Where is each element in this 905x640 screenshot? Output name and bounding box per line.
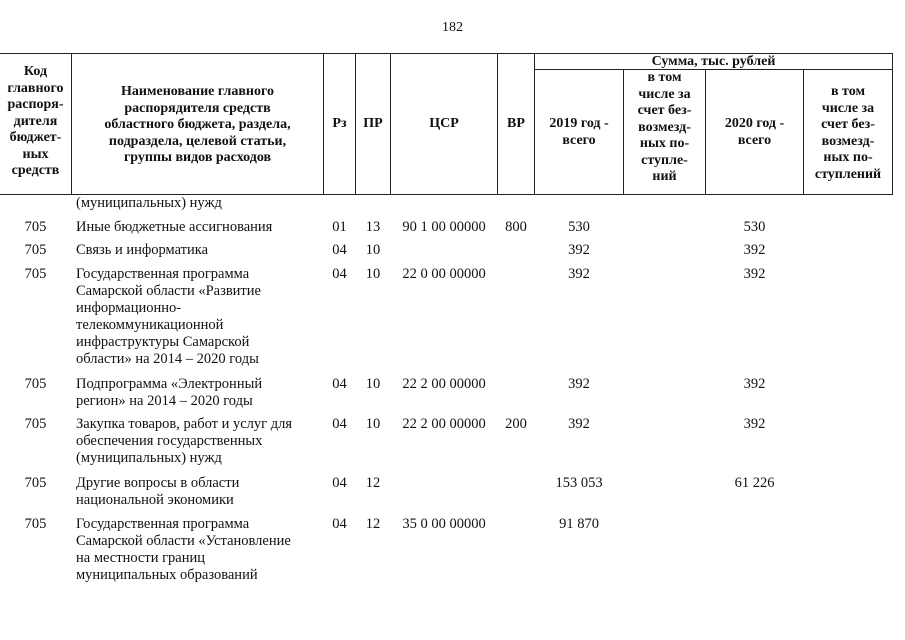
row-pr: 13 — [365, 219, 381, 235]
row-rz: 04 — [332, 266, 347, 282]
header-vr: ВР — [507, 116, 525, 131]
continuation-text: (муниципальных) нужд — [76, 195, 222, 211]
header-csr: ЦСР — [429, 116, 459, 131]
row-vr: 800 — [505, 219, 527, 235]
page-number: 182 — [442, 20, 463, 35]
row-name: Государственная программа Самарской области «Установление на местности границ муниципальных образований — [76, 516, 291, 583]
header-right-border — [892, 53, 893, 194]
row-code: 705 — [24, 242, 47, 258]
row-sum-2019: 392 — [568, 416, 590, 432]
row-pr: 12 — [365, 475, 381, 491]
header-sum-title: Сумма, тыс. рублей — [651, 54, 776, 69]
row-name: Подпрограмма «Электронный регион» на 2014 – 2020 годы — [76, 376, 263, 409]
row-rz: 01 — [332, 219, 347, 235]
header-2020-total: 2020 год - всего — [724, 116, 785, 148]
row-code: 705 — [24, 416, 47, 432]
row-code: 705 — [24, 219, 47, 235]
row-sum-2019: 153 053 — [555, 475, 603, 491]
row-csr: 35 0 00 00000 — [402, 516, 486, 532]
row-sum-2019: 392 — [568, 376, 590, 392]
header-pr: ПР — [363, 116, 383, 131]
row-rz: 04 — [332, 475, 347, 491]
row-pr: 10 — [365, 266, 381, 282]
row-pr: 10 — [365, 416, 381, 432]
row-sum-2020: 392 — [743, 416, 766, 432]
row-csr: 22 2 00 00000 — [402, 376, 486, 392]
row-rz: 04 — [332, 516, 347, 532]
header-code: Код главного распоря- дителя бюджет- ных средств — [7, 64, 64, 178]
row-sum-2020: 61 226 — [734, 475, 775, 491]
row-name: Закупка товаров, работ и услуг для обеспечения государственных (муниципальных) нужд — [76, 416, 293, 466]
header-2019-incl-free: в том числе за счет без- возмезд- ных по- ступле- ний — [637, 70, 692, 184]
row-rz: 04 — [332, 242, 347, 258]
row-vr: 200 — [505, 416, 527, 432]
row-rz: 04 — [332, 416, 347, 432]
row-sum-2020: 392 — [743, 376, 766, 392]
header-name: Наименование главного распорядителя средств областного бюджета, раздела, подраздела, целевой статьи, группы видов расходов — [104, 84, 291, 165]
row-pr: 10 — [365, 376, 381, 392]
row-code: 705 — [24, 475, 47, 491]
row-code: 705 — [24, 266, 47, 282]
row-sum-2020: 392 — [743, 266, 766, 282]
row-name: Государственная программа Самарской области «Развитие информационно- телекоммуникационной инфраструктуры Самарской области» на 2014 – 2020 годы — [76, 266, 261, 367]
row-rz: 04 — [332, 376, 347, 392]
row-sum-2020: 392 — [743, 242, 766, 258]
row-sum-2019: 392 — [568, 266, 590, 282]
row-pr: 10 — [365, 242, 381, 258]
row-name: Связь и информатика — [76, 242, 209, 258]
row-pr: 12 — [365, 516, 381, 532]
row-name: Другие вопросы в области национальной экономики — [76, 475, 240, 508]
row-sum-2020: 530 — [743, 219, 766, 235]
row-sum-2019: 91 870 — [559, 516, 599, 532]
header-2019-total: 2019 год - всего — [549, 116, 609, 148]
row-csr: 22 2 00 00000 — [402, 416, 486, 432]
row-csr: 22 0 00 00000 — [402, 266, 486, 282]
row-csr: 90 1 00 00000 — [402, 219, 486, 235]
header-2020-incl-free: в том числе за счет без- возмезд- ных по- ступлений — [814, 84, 882, 182]
row-code: 705 — [24, 376, 47, 392]
row-sum-2019: 392 — [568, 242, 590, 258]
row-sum-2019: 530 — [568, 219, 590, 235]
header-rz: Рз — [332, 116, 347, 131]
row-name: Иные бюджетные ассигнования — [76, 219, 273, 235]
row-code: 705 — [24, 516, 47, 532]
